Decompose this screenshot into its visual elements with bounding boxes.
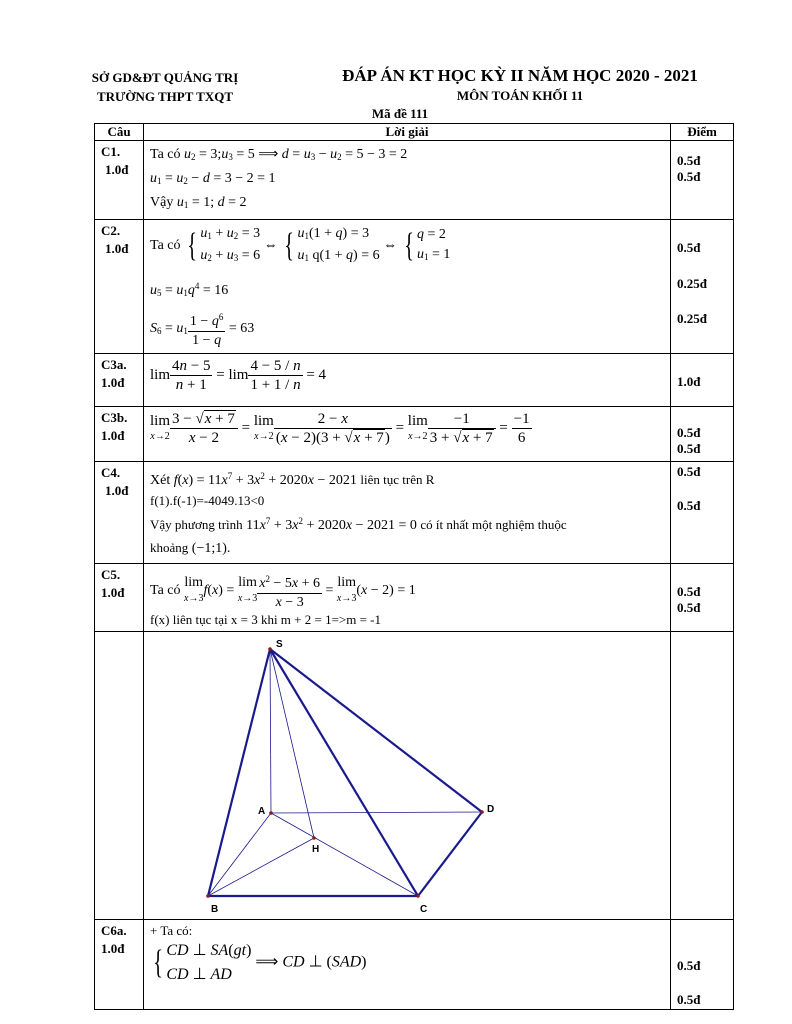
school-name: TRƯỜNG THPT TXQT [96, 89, 234, 104]
points-value: 0.5đ [677, 441, 701, 456]
edge-SD [270, 649, 482, 812]
table-row-figure [95, 632, 734, 920]
points-value: 0.5đ [677, 600, 701, 615]
text: có ít nhất một nghiệm thuộc [420, 517, 567, 532]
solution-line: khoảng (−1;1). [150, 540, 231, 556]
solution-line: $S_6 = u_1$ $\frac{1 - q^6}{1 - q}$ = 63 [150, 312, 255, 348]
edge-AC [271, 813, 418, 896]
question-score: 1.0đ [105, 483, 129, 498]
solution-line: + Ta có: [150, 923, 193, 938]
doc-subject: MÔN TOÁN KHỐI 11 [456, 88, 584, 103]
solution-cell [144, 220, 671, 354]
question-number: C6a. [101, 923, 127, 938]
points-value: 1.0đ [677, 374, 701, 389]
table-row-c4 [95, 462, 734, 564]
question-label [95, 564, 144, 632]
point-D [480, 810, 484, 814]
point-A [269, 811, 273, 815]
table-row-c1 [95, 141, 734, 220]
solution-line: { CD ⊥ SA(gt) CD ⊥ AD ⟹ CD ⊥ (SAD) [153, 942, 367, 983]
empty-cell [671, 632, 734, 920]
question-number: C2. [101, 223, 121, 238]
solution-line: f(1).f(-1)=-4049.13<0 [150, 493, 265, 508]
edge-AD [271, 812, 482, 813]
question-number: C3b. [101, 410, 128, 425]
question-number: C3a. [101, 357, 127, 372]
text: Vậy [150, 195, 174, 210]
points-cell [671, 564, 734, 632]
points-value: 0.5đ [677, 464, 701, 479]
solution-line: lim x→2 $\frac{3 - √x + 7}{x - 2}$ = lim x→2 $\frac{2 - x}{(x - 2)(3 + √x + 7)}$ = lim x→2 $\frac{-1}{3 + √x + 7}$ = $\frac{-1}{6}$ [150, 411, 530, 446]
solution-line: $u_5 = u_1q^4 = 16$ [150, 281, 229, 298]
question-score: 1.0đ [105, 241, 129, 256]
edge-SA [270, 649, 271, 813]
text: Ta có [150, 147, 181, 162]
points-value: 0.5đ [677, 992, 701, 1007]
text: Xét [150, 473, 171, 488]
table-row-c3b [95, 407, 734, 462]
points-value: 0.25đ [677, 311, 707, 326]
question-score: 1.0đ [101, 375, 125, 390]
solution-line: f(x) liên tục tại x = 3 khi m + 2 = 1=>m = -1 [150, 612, 382, 627]
figure-cell [144, 632, 671, 920]
label-H: H [312, 844, 320, 855]
doc-title: ĐÁP ÁN KT HỌC KỲ II NĂM HỌC 2020 - 2021 [342, 66, 698, 85]
question-label [95, 354, 144, 407]
exam-code: Mã đề 111 [371, 106, 429, 121]
solution-line: Ta có lim x→3 f(x) = lim x→3 $\frac{x^2 - 5x + 6}{x - 3}$ = lim x→3 (x − 2) = 1 [150, 574, 416, 610]
solution-line: Xét $f(x) = 11x^7 + 3x^2 + 2020x - 2021$ liên tục trên R [150, 471, 435, 488]
table-row-c3a [95, 354, 734, 407]
edge-CD [418, 812, 482, 896]
points-cell [671, 407, 734, 462]
text: Ta có [150, 583, 181, 599]
solution-cell [144, 407, 671, 462]
header-left [70, 68, 260, 106]
text: khoảng [150, 540, 189, 555]
col-points-header: Điểm [671, 124, 734, 141]
answer-table [94, 123, 734, 1010]
label-B: B [211, 904, 219, 915]
question-label [95, 220, 144, 354]
solution-cell [144, 920, 671, 1010]
solution-line: Ta có { $u_1 + u_2 = 3$ $u_2 + u_3 = 6$ ⇔ { $u_1(1 + q) = 3$ $u_1$ q(1 + q) = 6 ⇔ { q = 2 $u_1 = 1$ [150, 225, 451, 264]
solution-cell [144, 354, 671, 407]
point-C [416, 894, 420, 898]
question-label [95, 141, 144, 220]
question-number: C4. [101, 465, 121, 480]
points-cell [671, 354, 734, 407]
points-cell [671, 141, 734, 220]
question-score: 1.0đ [101, 941, 125, 956]
points-value: 0.5đ [677, 153, 701, 168]
label-C: C [420, 904, 428, 915]
question-score: 1.0đ [101, 428, 125, 443]
points-value: 0.5đ [677, 425, 701, 440]
points-value: 0.5đ [677, 240, 701, 255]
edge-BH [208, 838, 314, 896]
dept-name: SỞ GD&ĐT QUẢNG TRỊ [91, 70, 239, 85]
col-solution-header: Lời giải [144, 124, 671, 141]
col-question-header: Câu [95, 124, 144, 141]
point-H [312, 836, 316, 840]
points-cell [671, 462, 734, 564]
text: Ta có [150, 238, 181, 253]
edge-SC [270, 649, 418, 896]
point-S [268, 647, 272, 651]
question-number: C1. [101, 144, 121, 159]
label-D: D [487, 804, 495, 815]
question-score: 1.0đ [101, 585, 125, 600]
solution-line: Ta có $u_2$ = $3;u_3 = 5$ ⟹ $d = u_3 - u_2 = 5 - 3 = 2$ [150, 147, 408, 162]
table-header-row [95, 124, 734, 141]
text: Vậy phương trình [150, 517, 243, 532]
points-value: 0.5đ [677, 958, 701, 973]
solution-cell [144, 564, 671, 632]
points-cell [671, 220, 734, 354]
points-value: 0.5đ [677, 169, 701, 184]
solution-line: Vậy phương trình $11x^7 + 3x^2 + 2020x - 2021 = 0$ có ít nhất một nghiệm thuộc [150, 516, 567, 533]
solution-cell [144, 141, 671, 220]
text: liên tục trên R [360, 472, 435, 487]
solution-line: $u_1 = u_2 - d = 3 - 2 = 1$ [150, 171, 276, 186]
table-row-c6a [95, 920, 734, 1010]
solution-line: lim $\frac{4n - 5}{n + 1}$ = lim $\frac{4 - 5 / n}{1 + 1 / n}$ = 4 [150, 358, 327, 393]
label-A: A [258, 806, 266, 817]
points-value: 0.5đ [677, 498, 701, 513]
solution-line: Vậy $u_1 = 1$; d = 2 [150, 195, 247, 210]
question-number: C5. [101, 567, 121, 582]
question-label [95, 407, 144, 462]
points-value: 0.5đ [677, 584, 701, 599]
label-S: S [276, 639, 283, 650]
question-label [95, 462, 144, 564]
question-score: 1.0đ [105, 162, 129, 177]
point-B [206, 894, 210, 898]
points-value: 0.25đ [677, 276, 707, 291]
points-cell [671, 920, 734, 1010]
pyramid-figure [144, 632, 670, 919]
solution-cell [144, 462, 671, 564]
question-label [95, 920, 144, 1010]
edge-SB [208, 649, 270, 896]
table-row-c2 [95, 220, 734, 354]
empty-cell [95, 632, 144, 920]
table-row-c5 [95, 564, 734, 632]
